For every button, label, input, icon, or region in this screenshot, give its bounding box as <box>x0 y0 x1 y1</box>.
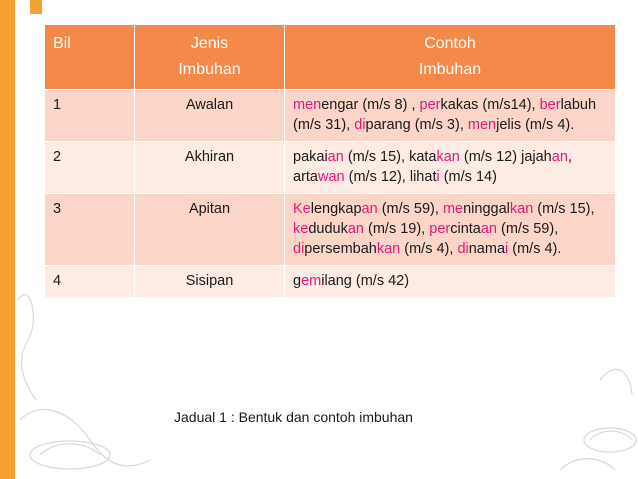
example-text: ninggal <box>463 201 510 217</box>
affix-highlight: kan <box>509 201 534 217</box>
example-text: (m/s 19), <box>363 221 430 237</box>
table-row <box>45 194 616 266</box>
example-text: g <box>293 273 302 289</box>
cell-contoh-imbuhan <box>285 266 616 298</box>
cell-contoh-imbuhan <box>285 90 616 142</box>
affix-highlight: an <box>551 149 568 165</box>
table-body <box>45 90 616 298</box>
left-accent-bar <box>0 0 15 479</box>
affix-highlight: men <box>467 117 497 133</box>
example-text: duduk <box>308 221 348 237</box>
cell-jenis-imbuhan: Apitan <box>135 194 285 266</box>
affix-highlight: ke <box>293 221 309 237</box>
cell-jenis-imbuhan: Awalan <box>135 90 285 142</box>
table-row <box>45 266 616 298</box>
header-bil: Bil <box>45 25 135 90</box>
table-row <box>45 142 616 194</box>
affix-highlight: di <box>293 241 305 257</box>
affix-highlight: di <box>354 117 366 133</box>
example-text: (m/s 12), lihat <box>344 169 437 185</box>
imbuhan-table <box>44 24 616 298</box>
cell-jenis-imbuhan: Sisipan <box>135 266 285 298</box>
example-text: (m/s 4), <box>400 241 458 257</box>
example-text: persembah <box>304 241 377 257</box>
example-text: (m/s 4). <box>508 241 562 257</box>
example-text: nama <box>468 241 506 257</box>
cell-bil: 2 <box>45 142 135 194</box>
top-accent-square <box>30 0 42 14</box>
affix-highlight: wan <box>318 169 345 185</box>
example-text: , arta <box>293 149 572 185</box>
affix-highlight: men <box>293 97 322 113</box>
table-header-row <box>45 25 616 90</box>
example-text: kakas (m/s14), <box>440 97 540 113</box>
example-text: (m/s 15), <box>533 201 595 217</box>
affix-highlight: Ke <box>293 201 311 217</box>
affix-highlight: an <box>347 221 364 237</box>
affix-highlight: kan <box>376 241 401 257</box>
affix-highlight: i <box>436 169 440 185</box>
example-text: engar (m/s 8) , <box>321 97 420 113</box>
cell-contoh-imbuhan <box>285 142 616 194</box>
affix-highlight: me <box>442 201 464 217</box>
cell-bil: 1 <box>45 90 135 142</box>
cell-jenis-imbuhan: Akhiran <box>135 142 285 194</box>
example-text: cinta <box>450 221 481 237</box>
header-jenis-imbuhan: Jenis Imbuhan <box>135 25 285 90</box>
affix-highlight: an <box>361 201 378 217</box>
affix-highlight: an <box>327 149 344 165</box>
example-text: (m/s 59), <box>377 201 443 217</box>
example-text: parang (m/s 3), <box>365 117 468 133</box>
affix-highlight: i <box>505 241 509 257</box>
example-text: ilang (m/s 42) <box>321 273 410 289</box>
example-text: (m/s 14) <box>439 169 497 185</box>
affix-highlight: an <box>480 221 497 237</box>
example-text: lengkap <box>310 201 362 217</box>
example-text: (m/s 59), <box>497 221 559 237</box>
affix-highlight: ber <box>539 97 561 113</box>
example-text: (m/s 12) jajah <box>459 149 552 165</box>
example-text: (m/s 15), kata <box>343 149 437 165</box>
cell-bil: 4 <box>45 266 135 298</box>
cell-contoh-imbuhan <box>285 194 616 266</box>
example-text: pakai <box>293 149 328 165</box>
affix-highlight: per <box>419 97 441 113</box>
example-text: labuh (m/s 31), <box>293 97 597 133</box>
table-caption: Jadual 1 : Bentuk dan contoh imbuhan <box>174 409 413 425</box>
example-text: jelis (m/s 4). <box>496 117 575 133</box>
affix-highlight: kan <box>436 149 460 165</box>
header-contoh-imbuhan: Contoh Imbuhan <box>285 25 616 90</box>
cell-bil: 3 <box>45 194 135 266</box>
affix-highlight: di <box>457 241 469 257</box>
table-row <box>45 90 616 142</box>
affix-highlight: per <box>429 221 451 237</box>
affix-highlight: em <box>301 273 322 289</box>
